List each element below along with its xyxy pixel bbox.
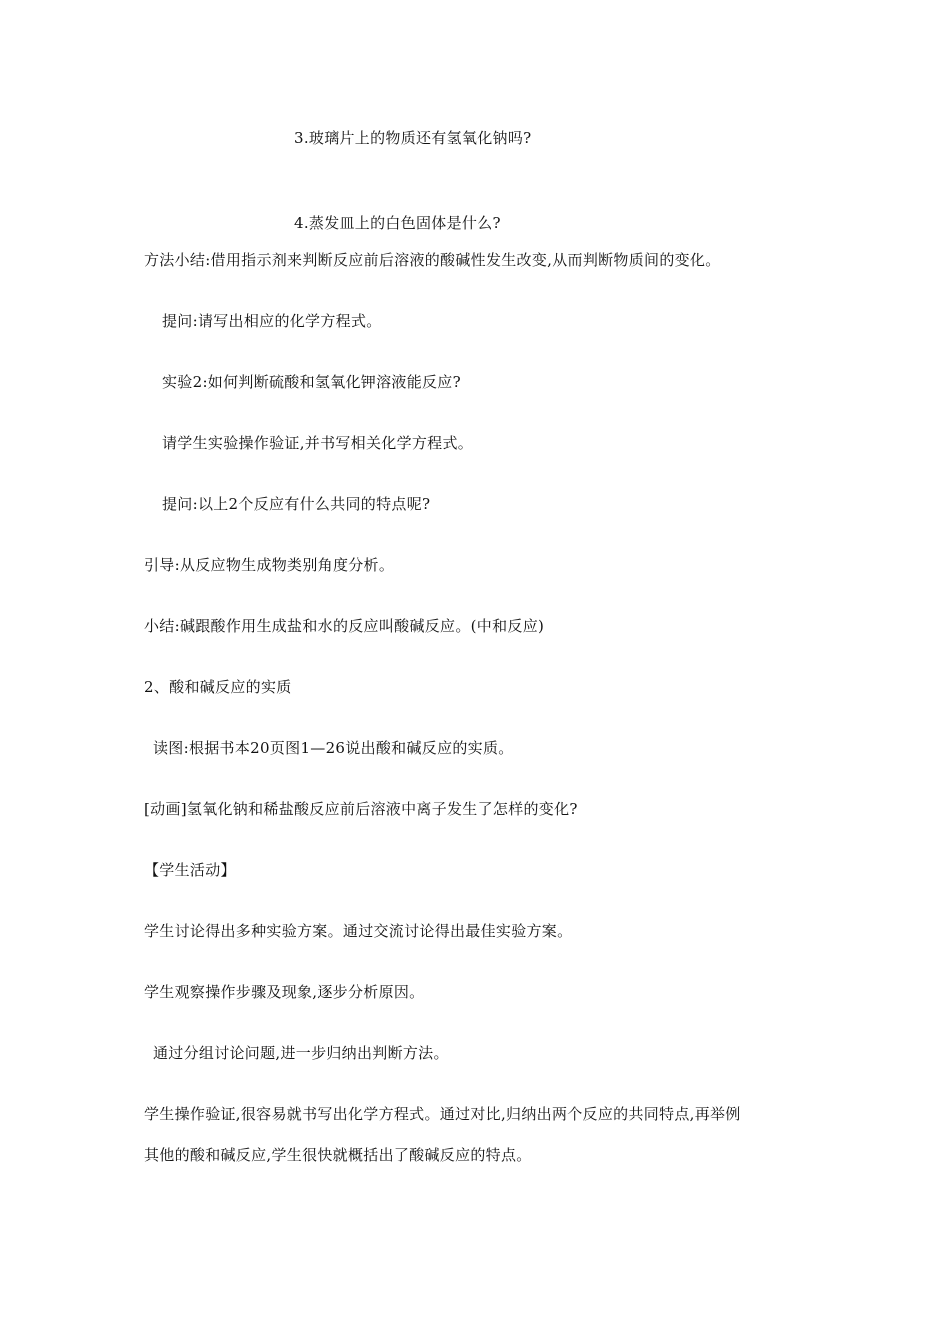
summary: 小结:碱跟酸作用生成盐和水的反应叫酸碱反应。(中和反应) bbox=[144, 617, 545, 635]
question-3: 3.玻璃片上的物质还有氢氧化钠吗? bbox=[294, 129, 532, 147]
question-prompt-2: 提问:以上2个反应有什么共同的特点呢? bbox=[162, 495, 431, 513]
student-verification: 请学生实验操作验证,并书写相关化学方程式。 bbox=[162, 434, 474, 452]
activity-2: 学生观察操作步骤及现象,逐步分析原因。 bbox=[144, 983, 425, 1001]
activity-1: 学生讨论得出多种实验方案。通过交流讨论得出最佳实验方案。 bbox=[144, 922, 573, 940]
question-prompt-1: 提问:请写出相应的化学方程式。 bbox=[162, 312, 382, 330]
experiment-2: 实验2:如何判断硫酸和氢氧化钾溶液能反应? bbox=[162, 373, 461, 391]
activity-4-line-2: 其他的酸和碱反应,学生很快就概括出了酸碱反应的特点。 bbox=[144, 1146, 532, 1164]
student-activity-heading: 【学生活动】 bbox=[144, 861, 236, 879]
animation-question: [动画]氢氧化钠和稀盐酸反应前后溶液中离子发生了怎样的变化? bbox=[144, 800, 578, 818]
method-summary: 方法小结:借用指示剂来判断反应前后溶液的酸碱性发生改变,从而判断物质间的变化。 bbox=[144, 251, 721, 269]
activity-3: 通过分组讨论问题,进一步归纳出判断方法。 bbox=[153, 1044, 449, 1062]
section-heading: 2、酸和碱反应的实质 bbox=[144, 678, 292, 696]
activity-4-line-1: 学生操作验证,很容易就书写出化学方程式。通过对比,归纳出两个反应的共同特点,再举例 bbox=[144, 1105, 741, 1123]
question-4: 4.蒸发皿上的白色固体是什么? bbox=[294, 214, 501, 232]
guidance: 引导:从反应物生成物类别角度分析。 bbox=[144, 556, 395, 574]
read-figure: 读图:根据书本20页图1—26说出酸和碱反应的实质。 bbox=[153, 739, 514, 757]
